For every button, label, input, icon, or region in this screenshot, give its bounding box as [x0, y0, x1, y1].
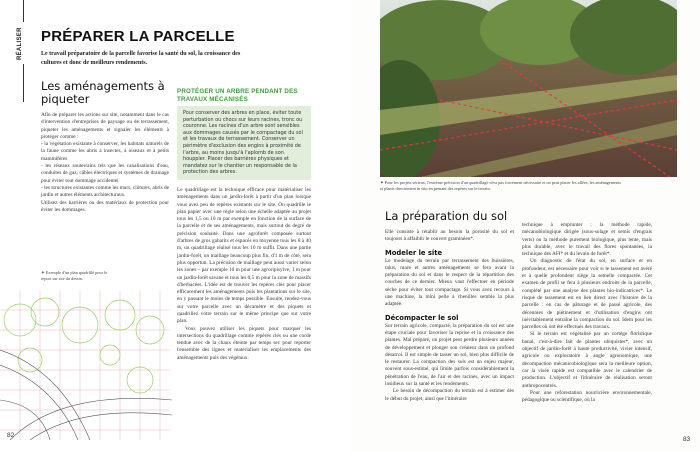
- column-1: [385, 229, 514, 403]
- list-item: - les réseaux souterrains tels que les canalisations d'eau, conduites de gaz, câbles électriques et systèmes de drainage pour éviter tout dommage accidentel: [41, 163, 169, 184]
- paragraph: Utilisez des barrières ou des matériaux de protection pour éviter les dommages.: [41, 199, 169, 213]
- intro: Le travail préparatoire de la parcelle favorise la santé du sol, la croissance des cultures et donc de meilleurs rendements.: [41, 51, 241, 66]
- paragraph: Afin de préparer les actions sur site, notamment dans le cas d'intervention d'entreprises de paysage ou de terrassement, piqueter les aménagements et signaler les éléments à protéger comme :: [41, 112, 169, 140]
- column-2: [177, 187, 311, 362]
- paragraph: Si le terrain est végétalisé par un cortège floristique banal, c'est-à-dire fait de plantes ubiquistes*, avec un objectif de jardin-forêt à haute productivité, vivier intensif, agricole ou exploratoire à angle agronomique, une décompaction mécanicobiologique sera la meilleure option, car la visée rapide est compatible avec le calendrier de production. L'objectif et l'itinéraire de réalisation seront anthropocentrés.: [522, 331, 652, 389]
- heading-amenagements: Les aménagements à piqueter: [41, 79, 165, 106]
- paragraph: Pour une reforestation nourricière environnementale, pédagogique ou scientifique, où la: [522, 389, 652, 404]
- column-1: [41, 112, 169, 214]
- divider: [23, 0, 24, 22]
- page-number: 82: [7, 432, 15, 439]
- subheading-decompacter: Décompacter le sol: [385, 313, 459, 322]
- right-page: [350, 0, 700, 452]
- paragraph: Un diagnostic de l'état du sol, en surface et en profondeur, est nécessaire pour voir si le tassement est avéré et à quelle profondeur siège la semelle compactée. Cet examen de profil se fera à plusieurs endroits de la parcelle, complété par une analyse des plantes bio-indicatrices*. Le risque de tassement est en lien direct avec l'histoire de la parcelle : en cas de pâturage et de passé agricole, des décennies de piétinement et d'utilisation d'engins ont inévitablement entraîné la compaction du sol. Idem pour les parcelles où ont été effectués des travaux.: [522, 258, 652, 331]
- section-label: RÉALISER: [17, 27, 23, 60]
- list-item: - la végétation existante à conserver, les habitats naturels de la faune comme les abris à insectes, à oiseaux et à petits mammifères: [41, 141, 169, 162]
- divider: [23, 64, 24, 102]
- page-number: 83: [683, 436, 691, 443]
- lead: Elle consiste à rétablir au besoin la porosité du sol et toujours à affaiblir le couvert graminéen*.: [385, 229, 514, 243]
- paragraph: Le quadrillage est la technique efficace pour matérialiser les aménagements dans un jardin-forêt à partir d'un plan lorsque vous avez peu de repères existants sur le site. On quadrille le plan papier avec une règle selon une échelle adaptée au projet tous les 1,5 ou 10 m par exemple en fonction de la surface de la parcelle et de ses aménagements, mais surtout du degré de précision souhaité. Dans une agroforêt composée surtout d'arbres de gros gabarits et espacés en moyenne tous les 8 à 40 m, un quadrillage réalisé tous les 10 m suffit. Dans une partie jardin-forêt, un maillage beaucoup plus fin, d'1 m de côté, sera plus opportun. La précision de maillage peut aussi varier selon les zones – par exemple 10 m pour une agroripisylve, 1 m pour un jardin-forêt savane et tous les 0,5 m pour la zone de massifs d'herbacées. L'idée est de trouver les repères clés pour placer efficacement les aménagements puis les plantations sur le site, en y passant le moins de temps possible. Ensuite, rendez-vous sur votre parcelle avec un décamètre et des piquets et quadrillez votre terrain sur le même principe que sur votre plan.: [177, 186, 311, 325]
- paragraph: Sur terrain agricole, compacté, la préparation du sol est une étape cruciale pour favoriser la reprise et la croissance des plantes. Mal préparé, un projet peut perdre plusieurs années de développement et plonger son créateur dans un profond désarroi. Il est simple de tasser un sol, bien plus difficile de le restaurer. La compaction des sols est un enjeu majeur, souvent sous-estimé, qui limite parfois considérablement la pénétration de l'eau, de l'air et des racines, avec un impact insidieux sur la santé et les rendements.: [385, 322, 514, 388]
- subheading-modeler: Modeler le site: [385, 248, 443, 257]
- paragraph: Le besoin de décompaction du terrain est à estimer dès le début du projet, ainsi que l'itinéraire: [385, 388, 514, 402]
- paragraph: technique à emprunter : la méthode rapide, mécanobiologique dirigée (sous-solage et semis d'engrais verts) ou la méthode purement biologique, plus lente, mais plus durable, avec le travail des flores spontanées, la technique des AFI* et du levain de forêt*.: [522, 222, 652, 258]
- orchard-photo: [380, 0, 677, 177]
- diagram-caption: ✦ Exemple d'un plan quadrillé pour le report sur site du dessin.: [41, 270, 108, 281]
- column-2: [522, 222, 652, 404]
- tree-protection-box: Pour conserver des arbres en place, éviter toute perturbation ou chocs sur leurs racines, tronc ou couronne. Les racines d'un arbre sont sensibles aux dommages causés par le compactage du sol et les travaux de terrassement. Conserver un périmètre d'exclusion des engins à proximité de l'arbre, au moins jusqu'à l'aplomb de son houppier. Placer des barrières physiques et mandatez sur le chantier un responsable de la protection des arbres.: [177, 106, 311, 180]
- grid-plan-diagram: [0, 290, 172, 440]
- paragraph: Le modelage du terrain par terrassement des buissières, talus, mare et autres aménagements se fera avant la préparation du sol et dans le respect de la répartition des couches de ce dernier. Mieux vaut l'effectuer en période sèche pour éviter tout compactage. Si vous avez recours à une machine, la mini pelle à chenilles semble la plus adaptée.: [385, 257, 514, 308]
- column-2-flow: [177, 88, 311, 362]
- paragraph: Vous pouvez utiliser les piquets pour marquer les intersections du quadrillage comme repères clés ou une corde tendue avec de la chaux éteinte par temps sec pour reporter l'ensemble des lignes et matérialiser les emplacements des aménagements puis des végétaux.: [177, 325, 311, 361]
- box-title: PROTÉGER UN ARBRE PENDANT DES TRAVAUX MÉCANISÉS: [177, 88, 298, 103]
- heading-preparation-sol: La préparation du sol: [385, 209, 508, 223]
- page-title: PRÉPARER LA PARCELLE: [41, 28, 235, 45]
- photo-caption: ✦ Pour les projets sérieux, l'extrême précision d'un quadrillage n'est pas forcément nécessaire et on peut placer les allées, les aménagements et plants directement in situ en prenant des repères sur le terrain.: [380, 180, 621, 191]
- list-item: - les structures existantes comme les murs, clôtures, abris de jardin et autres éléments architecturaux.: [41, 184, 169, 199]
